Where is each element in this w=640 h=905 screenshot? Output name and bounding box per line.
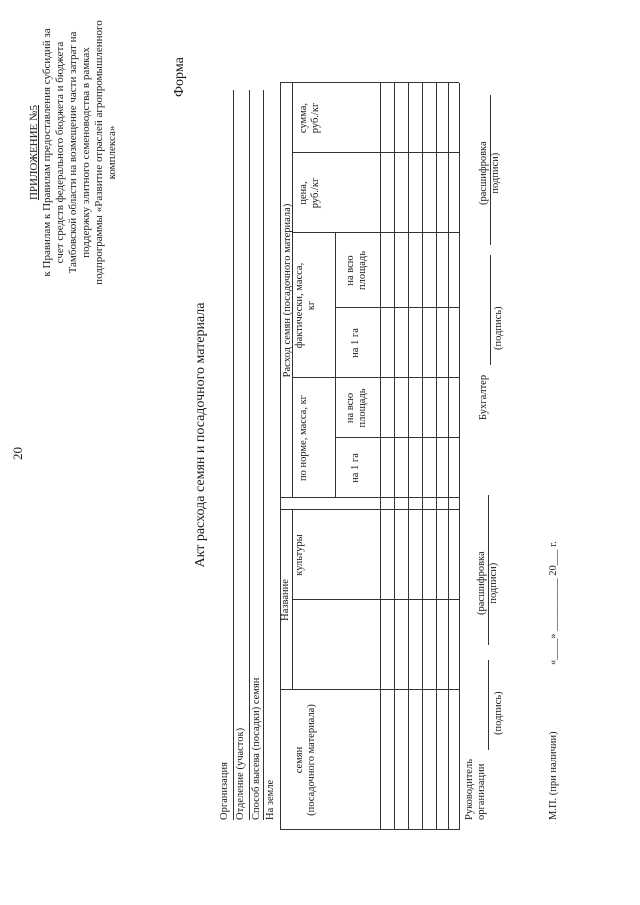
spacer xyxy=(0,530,1,531)
row-line xyxy=(408,83,409,830)
header-total-area: на всю площадь xyxy=(345,388,368,428)
header-per-ha: на 1 га xyxy=(350,453,361,483)
signature-caption: (подпись) xyxy=(493,306,504,350)
field-sowing-method: Способ высева (посадки) семян xyxy=(251,677,262,820)
field-line xyxy=(233,90,234,820)
signature-caption: (подпись) xyxy=(493,691,504,735)
document-title: Акт расхода семян и посадочного материала xyxy=(193,302,208,568)
field-land: На земле xyxy=(265,779,276,820)
appendix-line: к Правилам к Правилам предоставления субсидий за xyxy=(41,28,53,277)
header-divider-name xyxy=(292,510,293,690)
header-by-norm: по норме, масса, кг xyxy=(298,395,309,482)
field-line xyxy=(263,90,264,820)
appendix-title: ПРИЛОЖЕНИЕ №5 xyxy=(28,104,40,201)
col-divider xyxy=(292,599,459,600)
appendix-line: комплекса» xyxy=(106,125,118,180)
appendix-line: Тамбовской области на возмещение части затрат на xyxy=(67,31,79,274)
appendix-line: поддержку элитного семеноводства в рамках xyxy=(80,47,92,258)
table-border-top xyxy=(280,83,281,830)
field-department: Отделение (участок) xyxy=(235,727,246,820)
header-consumption: Расход семян (посадочного материала) xyxy=(282,203,293,378)
header-divider-mass xyxy=(335,233,336,498)
col-divider xyxy=(280,509,459,510)
decode-caption: (расшифровка подписи) xyxy=(476,551,499,615)
header-seeds: семян (посадочного материала) xyxy=(294,704,317,816)
header-total-area: на всю площадь xyxy=(345,251,368,290)
date-line: «____» __________ 20___ г. xyxy=(548,541,559,665)
header-price: цена, руб./кг xyxy=(298,177,321,209)
header-name: Название xyxy=(280,579,291,621)
header-per-ha: на 1 га xyxy=(350,328,361,358)
signature-line xyxy=(490,255,491,365)
decode-caption: (расшифровка подписи) xyxy=(478,141,501,205)
row-line xyxy=(380,83,381,830)
page-number: 20 xyxy=(10,447,25,460)
appendix-line: подпрограммы «Развитие отраслей агропромышленного xyxy=(93,20,105,285)
header-sum: сумма, руб./кг xyxy=(298,102,321,134)
table-border-bottom xyxy=(459,83,460,830)
row-line xyxy=(422,83,423,830)
field-organization: Организация xyxy=(219,762,230,820)
appendix-line: счет средств федерального бюджета и бюджета xyxy=(54,41,66,264)
header-actual: фактически, масса, кг xyxy=(294,262,317,349)
row-line xyxy=(448,83,449,830)
form-label: Форма xyxy=(172,57,187,97)
signature-line xyxy=(488,660,489,750)
appendix-block xyxy=(28,10,119,295)
accountant-label: Бухгалтер xyxy=(478,374,489,420)
row-line xyxy=(394,83,395,830)
header-culture: культуры xyxy=(294,534,305,576)
row-line xyxy=(436,83,437,830)
stamp-label: М.П. (при наличии) xyxy=(548,731,559,820)
head-label: Руководитель организации xyxy=(464,759,487,820)
